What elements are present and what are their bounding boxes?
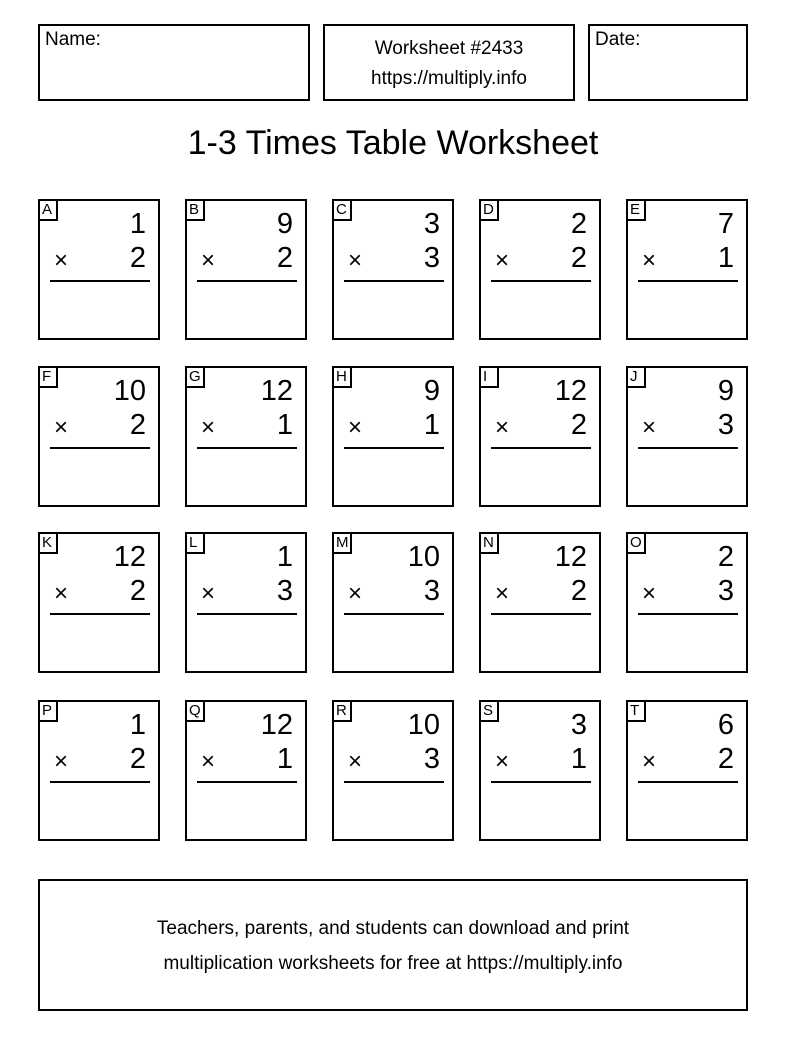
problem-label: G [185, 366, 205, 388]
answer-line [491, 613, 591, 615]
multiplier: 2 [129, 242, 146, 274]
problem-label: K [38, 532, 58, 554]
problem-card[interactable] [185, 199, 307, 340]
problem-card[interactable] [332, 700, 454, 841]
multiplier: 1 [423, 409, 440, 441]
answer-line [50, 280, 150, 282]
multiplier: 3 [423, 743, 440, 775]
times-sign: × [54, 414, 69, 441]
problem-label: I [479, 366, 499, 388]
problem-label: E [626, 199, 646, 221]
multiplier: 3 [717, 575, 734, 607]
multiplicand: 12 [554, 541, 587, 573]
name-label: Name: [45, 29, 101, 50]
problem-label: N [479, 532, 499, 554]
times-sign: × [201, 580, 216, 607]
multiplicand: 12 [260, 375, 293, 407]
times-sign: × [54, 247, 69, 274]
problem-card[interactable] [626, 366, 748, 507]
multiplicand: 3 [423, 208, 440, 240]
multiplicand: 6 [717, 709, 734, 741]
answer-line [344, 613, 444, 615]
answer-line [491, 447, 591, 449]
answer-line [344, 447, 444, 449]
problem-card[interactable] [38, 199, 160, 340]
worksheet-url: https://multiply.info [371, 68, 527, 89]
multiplicand: 12 [113, 541, 146, 573]
times-sign: × [495, 414, 510, 441]
multiplier: 2 [570, 409, 587, 441]
multiplicand: 7 [717, 208, 734, 240]
multiplicand: 1 [276, 541, 293, 573]
multiplier: 1 [570, 743, 587, 775]
answer-line [638, 447, 738, 449]
multiplicand: 3 [570, 709, 587, 741]
multiplier: 2 [717, 743, 734, 775]
multiplier: 1 [276, 409, 293, 441]
multiplier: 3 [276, 575, 293, 607]
multiplicand: 9 [717, 375, 734, 407]
multiplicand: 2 [717, 541, 734, 573]
problem-label: S [479, 700, 499, 722]
answer-line [197, 781, 297, 783]
times-sign: × [54, 580, 69, 607]
multiplier: 2 [570, 575, 587, 607]
times-sign: × [348, 580, 363, 607]
answer-line [197, 280, 297, 282]
multiplicand: 1 [129, 208, 146, 240]
multiplier: 1 [717, 242, 734, 274]
problem-card[interactable] [479, 532, 601, 673]
answer-line [491, 781, 591, 783]
multiplier: 2 [276, 242, 293, 274]
times-sign: × [54, 748, 69, 775]
answer-line [50, 447, 150, 449]
times-sign: × [201, 748, 216, 775]
multiplicand: 9 [276, 208, 293, 240]
footer-line-1: Teachers, parents, and students can download and print [156, 918, 630, 939]
multiplier: 2 [129, 743, 146, 775]
problem-label: A [38, 199, 58, 221]
problem-label: O [626, 532, 646, 554]
times-sign: × [495, 748, 510, 775]
times-sign: × [201, 247, 216, 274]
problem-card[interactable] [332, 199, 454, 340]
problem-label: R [332, 700, 352, 722]
multiplicand: 10 [407, 709, 440, 741]
times-sign: × [642, 247, 657, 274]
answer-line [50, 781, 150, 783]
problem-card[interactable] [332, 366, 454, 507]
problem-card[interactable] [479, 700, 601, 841]
answer-line [491, 280, 591, 282]
multiplicand: 9 [423, 375, 440, 407]
multiplier: 2 [129, 409, 146, 441]
times-sign: × [642, 414, 657, 441]
multiplicand: 12 [554, 375, 587, 407]
problem-label: P [38, 700, 58, 722]
answer-line [638, 781, 738, 783]
times-sign: × [495, 580, 510, 607]
problem-card[interactable] [626, 199, 748, 340]
multiplier: 1 [276, 743, 293, 775]
answer-line [344, 781, 444, 783]
problem-label: Q [185, 700, 205, 722]
multiplier: 3 [423, 242, 440, 274]
problem-card[interactable] [185, 532, 307, 673]
multiplicand: 1 [129, 709, 146, 741]
times-sign: × [348, 748, 363, 775]
times-sign: × [642, 748, 657, 775]
problem-label: J [626, 366, 646, 388]
multiplicand: 2 [570, 208, 587, 240]
name-field[interactable] [38, 24, 310, 101]
footer-line-2: multiplication worksheets for free at https://multiply.info [163, 953, 623, 974]
problem-card[interactable] [38, 532, 160, 673]
problem-label: B [185, 199, 205, 221]
times-sign: × [495, 247, 510, 274]
problem-card[interactable] [626, 700, 748, 841]
answer-line [638, 280, 738, 282]
worksheet-number: Worksheet #2433 [374, 38, 524, 59]
date-label: Date: [595, 29, 641, 50]
problem-card[interactable] [38, 366, 160, 507]
problem-label: T [626, 700, 646, 722]
problem-label: F [38, 366, 58, 388]
multiplier: 2 [129, 575, 146, 607]
problem-card[interactable] [479, 366, 601, 507]
footer-note [38, 879, 748, 1011]
problem-label: H [332, 366, 352, 388]
answer-line [344, 280, 444, 282]
problem-card[interactable] [332, 532, 454, 673]
answer-line [638, 613, 738, 615]
answer-line [197, 447, 297, 449]
problem-card[interactable] [185, 366, 307, 507]
date-field[interactable] [588, 24, 748, 101]
multiplier: 3 [423, 575, 440, 607]
page-title: 1-3 Times Table Worksheet [187, 124, 599, 162]
multiplier: 3 [717, 409, 734, 441]
answer-line [50, 613, 150, 615]
problem-card[interactable] [185, 700, 307, 841]
times-sign: × [642, 580, 657, 607]
problem-card[interactable] [479, 199, 601, 340]
multiplier: 2 [570, 242, 587, 274]
times-sign: × [348, 247, 363, 274]
problem-label: D [479, 199, 499, 221]
multiplicand: 10 [113, 375, 146, 407]
problem-card[interactable] [626, 532, 748, 673]
problem-label: L [185, 532, 205, 554]
problem-label: M [332, 532, 352, 554]
answer-line [197, 613, 297, 615]
problem-label: C [332, 199, 352, 221]
problem-card[interactable] [38, 700, 160, 841]
multiplicand: 10 [407, 541, 440, 573]
multiplicand: 12 [260, 709, 293, 741]
times-sign: × [201, 414, 216, 441]
worksheet-info-box [323, 24, 575, 101]
times-sign: × [348, 414, 363, 441]
